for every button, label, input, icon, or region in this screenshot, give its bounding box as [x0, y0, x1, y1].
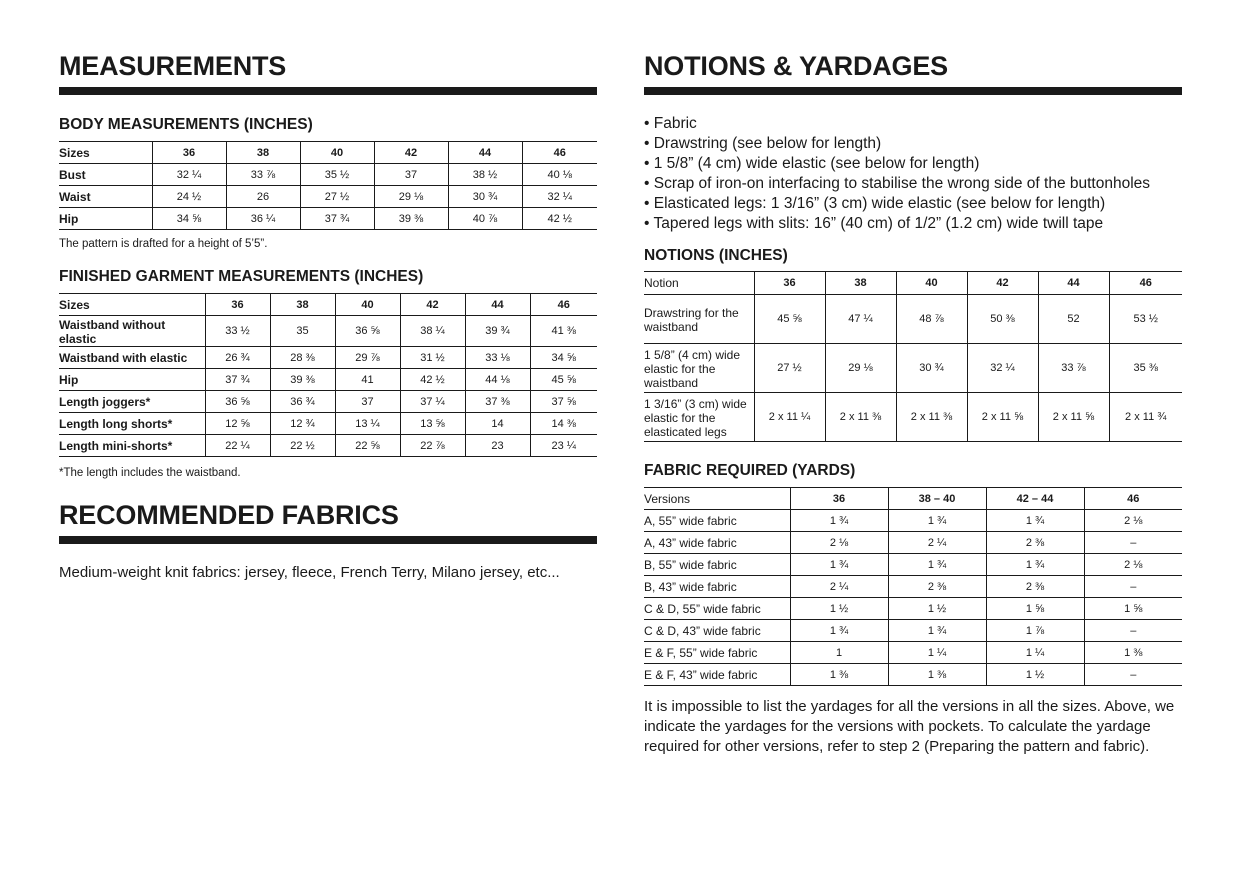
table-row: [644, 642, 1182, 664]
row-label: B, 55” wide fabric: [644, 554, 790, 576]
table-row: [644, 295, 1182, 344]
table-row: [59, 369, 597, 391]
table-cell: 1 ⅜: [1084, 642, 1182, 664]
row-label: C & D, 55” wide fabric: [644, 598, 790, 620]
header-cell: 42: [967, 272, 1038, 295]
table-cell: 1 ⅝: [1084, 598, 1182, 620]
header-cell: 46: [522, 142, 597, 164]
table-cell: 37 ¾: [205, 369, 270, 391]
row-label: B, 43” wide fabric: [644, 576, 790, 598]
finished-measurements-heading: FINISHED GARMENT MEASUREMENTS (INCHES): [59, 268, 424, 285]
header-cell: 46: [1084, 488, 1182, 510]
table-cell: 28 ⅜: [270, 347, 335, 369]
row-label: Length long shorts*: [59, 413, 205, 435]
table-row: [59, 186, 597, 208]
body-note: The pattern is drafted for a height of 5’5”.: [59, 238, 268, 250]
table-cell: 2 ⅛: [790, 532, 888, 554]
table-cell: 40 ⅛: [522, 164, 597, 186]
table-cell: 1 ⅝: [986, 598, 1084, 620]
table-cell: 31 ½: [400, 347, 465, 369]
table-cell: 2 ⅛: [1084, 510, 1182, 532]
table-cell: 35: [270, 316, 335, 347]
header-label: Sizes: [59, 142, 152, 164]
table-cell: 42 ½: [400, 369, 465, 391]
table-cell: 1 ¾: [888, 510, 986, 532]
table-cell: 38 ½: [448, 164, 522, 186]
table-cell: 2 ⅜: [888, 576, 986, 598]
header-cell: 44: [465, 294, 530, 316]
header-cell: 36: [205, 294, 270, 316]
table-cell: 48 ⅞: [896, 295, 967, 344]
finished-measurements-table: [59, 293, 597, 457]
table-cell: 35 ½: [300, 164, 374, 186]
table-row: [59, 208, 597, 230]
table-cell: 1 ⅞: [986, 620, 1084, 642]
row-label: E & F, 43” wide fabric: [644, 664, 790, 686]
header-cell: 38: [270, 294, 335, 316]
table-cell: 38 ¼: [400, 316, 465, 347]
table-cell: 27 ½: [754, 344, 825, 393]
table-cell: 32 ¼: [522, 186, 597, 208]
table-cell: 2 ⅛: [1084, 554, 1182, 576]
notions-table: [644, 271, 1182, 442]
table-cell: 22 ½: [270, 435, 335, 457]
table-cell: 41 ⅜: [530, 316, 597, 347]
header-cell: 44: [448, 142, 522, 164]
yardage-table: [644, 487, 1182, 686]
table-cell: 33 ⅛: [465, 347, 530, 369]
measurements-heading: MEASUREMENTS: [59, 51, 287, 81]
header-cell: 36: [152, 142, 226, 164]
table-cell: 1 ¾: [986, 510, 1084, 532]
table-cell: 2 x 11 ¾: [1109, 393, 1182, 442]
table-cell: 1 ¾: [790, 620, 888, 642]
header-cell: 42: [374, 142, 448, 164]
table-cell: 44 ⅛: [465, 369, 530, 391]
table-cell: 26: [226, 186, 300, 208]
row-label: Waist: [59, 186, 152, 208]
notions-rule: [644, 87, 1182, 95]
table-cell: 37 ⅝: [530, 391, 597, 413]
header-cell: 40: [896, 272, 967, 295]
table-cell: 36 ⅝: [205, 391, 270, 413]
list-item: • Drawstring (see below for length): [644, 135, 882, 152]
table-cell: 32 ¼: [152, 164, 226, 186]
list-item: • 1 5/8” (4 cm) wide elastic (see below for length): [644, 155, 980, 172]
list-item: • Elasticated legs: 1 3/16” (3 cm) wide elastic (see below for length): [644, 195, 1106, 212]
notions-table-heading: NOTIONS (INCHES): [644, 247, 788, 264]
table-cell: 50 ⅜: [967, 295, 1038, 344]
table-cell: 52: [1038, 295, 1109, 344]
table-cell: 39 ⅜: [374, 208, 448, 230]
yardage-heading: FABRIC REQUIRED (YARDS): [644, 462, 856, 479]
table-cell: 24 ½: [152, 186, 226, 208]
yardage-note: It is impossible to list the yardages for all the versions in all the sizes. Above, we indicate the yardages for the versions with pockets. To calculate the yardage required for other versions, refer to step 2 (Preparing the pattern and fabric).: [644, 698, 1175, 755]
table-cell: 12 ¾: [270, 413, 335, 435]
table-cell: –: [1084, 664, 1182, 686]
table-row: [59, 316, 597, 347]
table-cell: 13 ¼: [335, 413, 400, 435]
table-cell: 1 ½: [790, 598, 888, 620]
table-cell: 45 ⅝: [530, 369, 597, 391]
measurements-rule: [59, 87, 597, 95]
table-cell: 30 ¾: [448, 186, 522, 208]
list-item: • Scrap of iron-on interfacing to stabilise the wrong side of the buttonholes: [644, 175, 1151, 192]
table-cell: 23: [465, 435, 530, 457]
table-row: [644, 664, 1182, 686]
body-measurements-heading: BODY MEASUREMENTS (INCHES): [59, 116, 313, 133]
table-cell: 22 ¼: [205, 435, 270, 457]
table-cell: 29 ⅞: [335, 347, 400, 369]
table-cell: –: [1084, 532, 1182, 554]
table-row: [59, 391, 597, 413]
row-label: A, 43” wide fabric: [644, 532, 790, 554]
table-cell: 1 ¾: [790, 510, 888, 532]
table-cell: 33 ⅞: [226, 164, 300, 186]
table-row: [59, 347, 597, 369]
table-cell: 1 ⅜: [888, 664, 986, 686]
table-cell: 2 ⅜: [986, 532, 1084, 554]
row-label: Drawstring for the waistband: [644, 295, 754, 344]
table-row: [59, 164, 597, 186]
table-cell: 23 ¼: [530, 435, 597, 457]
table-cell: 37: [374, 164, 448, 186]
table-cell: 39 ⅜: [270, 369, 335, 391]
table-cell: 1 ¾: [790, 554, 888, 576]
table-cell: 13 ⅝: [400, 413, 465, 435]
header-cell: 38: [825, 272, 896, 295]
header-cell: 46: [530, 294, 597, 316]
table-cell: 12 ⅝: [205, 413, 270, 435]
table-row: [644, 510, 1182, 532]
row-label: 1 3/16” (3 cm) wide elastic for the elasticated legs: [644, 393, 754, 442]
body-measurements-table: [59, 141, 597, 230]
table-cell: 1 ⅜: [790, 664, 888, 686]
table-row: [644, 393, 1182, 442]
table-cell: 1 ½: [986, 664, 1084, 686]
table-cell: 30 ¾: [896, 344, 967, 393]
table-row: [644, 598, 1182, 620]
table-cell: 41: [335, 369, 400, 391]
notions-heading: NOTIONS & YARDAGES: [644, 51, 948, 81]
header-cell: 36: [790, 488, 888, 510]
table-cell: 2 x 11 ¼: [754, 393, 825, 442]
table-cell: 26 ¾: [205, 347, 270, 369]
table-cell: 34 ⅝: [530, 347, 597, 369]
table-cell: 35 ⅜: [1109, 344, 1182, 393]
table-row: [644, 344, 1182, 393]
table-cell: 45 ⅝: [754, 295, 825, 344]
table-cell: 14: [465, 413, 530, 435]
header-label: Notion: [644, 272, 754, 295]
table-cell: 1: [790, 642, 888, 664]
table-cell: 37 ¾: [300, 208, 374, 230]
fabrics-text: Medium-weight knit fabrics: jersey, fleece, French Terry, Milano jersey, etc...: [59, 564, 560, 581]
table-cell: 33 ⅞: [1038, 344, 1109, 393]
list-item: • Fabric: [644, 115, 697, 132]
header-cell: 46: [1109, 272, 1182, 295]
table-cell: 37: [335, 391, 400, 413]
table-cell: 36 ⅝: [335, 316, 400, 347]
list-item: • Tapered legs with slits: 16” (40 cm) of 1/2” (1.2 cm) wide twill tape: [644, 215, 1104, 232]
table-cell: 42 ½: [522, 208, 597, 230]
table-cell: 34 ⅝: [152, 208, 226, 230]
table-cell: 1 ¼: [888, 642, 986, 664]
table-cell: 47 ¼: [825, 295, 896, 344]
table-cell: 2 ⅜: [986, 576, 1084, 598]
row-label: 1 5/8” (4 cm) wide elastic for the waistband: [644, 344, 754, 393]
header-label: Versions: [644, 488, 790, 510]
table-cell: 2 x 11 ⅝: [1038, 393, 1109, 442]
finished-note: *The length includes the waistband.: [59, 467, 241, 479]
table-row: [644, 532, 1182, 554]
table-cell: 36 ¼: [226, 208, 300, 230]
row-label: Waistband without elastic: [59, 316, 205, 347]
table-cell: –: [1084, 620, 1182, 642]
table-row: [644, 576, 1182, 598]
table-cell: 1 ½: [888, 598, 986, 620]
table-cell: 22 ⅝: [335, 435, 400, 457]
header-cell: 40: [335, 294, 400, 316]
table-cell: 29 ⅛: [825, 344, 896, 393]
header-cell: 40: [300, 142, 374, 164]
fabrics-heading: RECOMMENDED FABRICS: [59, 500, 399, 530]
table-cell: 29 ⅛: [374, 186, 448, 208]
header-cell: 42 – 44: [986, 488, 1084, 510]
header-cell: 42: [400, 294, 465, 316]
table-cell: 39 ¾: [465, 316, 530, 347]
table-row: [644, 554, 1182, 576]
table-cell: 36 ¾: [270, 391, 335, 413]
header-cell: 44: [1038, 272, 1109, 295]
table-cell: 32 ¼: [967, 344, 1038, 393]
table-cell: 37 ⅜: [465, 391, 530, 413]
row-label: E & F, 55” wide fabric: [644, 642, 790, 664]
table-cell: 53 ½: [1109, 295, 1182, 344]
table-cell: 22 ⅞: [400, 435, 465, 457]
table-cell: –: [1084, 576, 1182, 598]
row-label: Hip: [59, 208, 152, 230]
table-cell: 1 ¼: [986, 642, 1084, 664]
table-cell: 14 ⅜: [530, 413, 597, 435]
row-label: Hip: [59, 369, 205, 391]
table-cell: 2 x 11 ⅜: [896, 393, 967, 442]
row-label: C & D, 43” wide fabric: [644, 620, 790, 642]
notions-list: [644, 114, 1204, 234]
row-label: Length mini-shorts*: [59, 435, 205, 457]
table-cell: 1 ¾: [888, 620, 986, 642]
table-cell: 1 ¾: [888, 554, 986, 576]
table-cell: 2 ¼: [888, 532, 986, 554]
table-cell: 2 x 11 ⅜: [825, 393, 896, 442]
row-label: Length joggers*: [59, 391, 205, 413]
table-cell: 2 x 11 ⅝: [967, 393, 1038, 442]
header-cell: 38 – 40: [888, 488, 986, 510]
table-cell: 27 ½: [300, 186, 374, 208]
table-cell: 1 ¾: [986, 554, 1084, 576]
table-row: [59, 435, 597, 457]
header-cell: 38: [226, 142, 300, 164]
row-label: Bust: [59, 164, 152, 186]
row-label: A, 55” wide fabric: [644, 510, 790, 532]
fabrics-rule: [59, 536, 597, 544]
table-row: [644, 620, 1182, 642]
table-cell: 40 ⅞: [448, 208, 522, 230]
header-cell: 36: [754, 272, 825, 295]
row-label: Waistband with elastic: [59, 347, 205, 369]
table-cell: 37 ¼: [400, 391, 465, 413]
table-cell: 33 ½: [205, 316, 270, 347]
table-cell: 2 ¼: [790, 576, 888, 598]
table-row: [59, 413, 597, 435]
header-label: Sizes: [59, 294, 205, 316]
